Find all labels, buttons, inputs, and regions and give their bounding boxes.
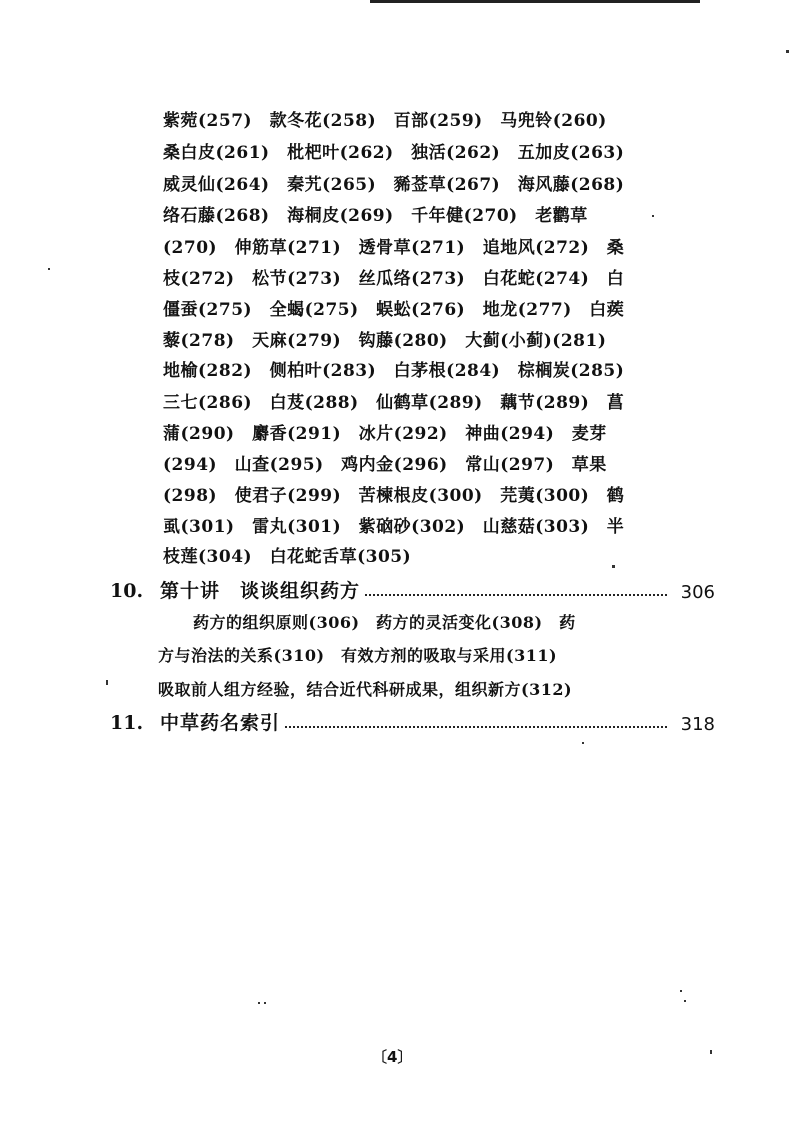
herb-index-line: 枝莲(304) 白花蛇舌草(305): [163, 547, 412, 567]
herb-index-line: (298) 使君子(299) 苦楝根皮(300) 芫荑(300) 鹤: [163, 486, 625, 506]
chapter-page-number: 306: [680, 582, 715, 603]
page-footer-number: 〔4〕: [372, 1048, 413, 1066]
herb-index-line: 藜(278) 天麻(279) 钩藤(280) 大蓟(小蓟)(281): [163, 331, 607, 351]
scan-speck: [652, 215, 654, 217]
scan-speck: [710, 1050, 712, 1054]
herb-index-line: 桑白皮(261) 枇杷叶(262) 独活(262) 五加皮(263): [163, 143, 625, 163]
chapter-number: 10.: [110, 580, 144, 602]
scan-speck: [258, 1002, 260, 1004]
chapter-title: 第十讲 谈谈组织药方: [160, 578, 364, 604]
subtopic-line: 方与治法的关系(310) 有效方剂的吸取与采用(311): [158, 646, 558, 665]
chapter-page-number: 318: [680, 714, 715, 735]
herb-index-line: 枝(272) 松节(273) 丝瓜络(273) 白花蛇(274) 白: [163, 269, 625, 289]
herb-index-line: 络石藤(268) 海桐皮(269) 千年健(270) 老鹳草: [163, 206, 588, 226]
herb-index-line: 威灵仙(264) 秦艽(265) 豨莶草(267) 海风藤(268): [163, 175, 625, 195]
herb-index-line: (270) 伸筋草(271) 透骨草(271) 追地风(272) 桑: [163, 238, 625, 258]
top-edge-rule: [370, 0, 700, 3]
scan-speck: [680, 990, 682, 992]
scan-speck: [106, 680, 108, 685]
herb-index-line: (294) 山查(295) 鸡内金(296) 常山(297) 草果: [163, 455, 607, 475]
subtopic-line: 药方的组织原则(306) 药方的灵活变化(308) 药: [193, 613, 576, 632]
herb-index-line: 地榆(282) 侧柏叶(283) 白茅根(284) 棕榈炭(285): [163, 361, 625, 381]
scan-speck: [684, 1000, 686, 1002]
toc-entry-chapter-10[interactable]: [110, 578, 715, 604]
chapter-title: 中草药名索引: [160, 710, 284, 736]
scan-speck: [612, 565, 615, 568]
herb-index-line: 僵蚕(275) 全蝎(275) 蜈蚣(276) 地龙(277) 白蒺: [163, 300, 625, 320]
scan-speck: [264, 1002, 266, 1004]
herb-index-line: 蒲(290) 麝香(291) 冰片(292) 神曲(294) 麦芽: [163, 424, 607, 444]
scan-speck: [786, 50, 789, 53]
herb-index-line: 三七(286) 白芨(288) 仙鹤草(289) 藕节(289) 菖: [163, 393, 625, 413]
scan-speck: [582, 742, 584, 744]
toc-entry-chapter-11[interactable]: [110, 710, 715, 736]
herb-index-line: 紫菀(257) 款冬花(258) 百部(259) 马兜铃(260): [163, 111, 607, 131]
subtopic-line: 吸取前人组方经验，结合近代科研成果，组织新方(312): [158, 680, 573, 699]
herb-index-line: 虱(301) 雷丸(301) 紫硇砂(302) 山慈菇(303) 半: [163, 517, 625, 537]
chapter-number: 11.: [110, 712, 144, 734]
scan-speck: [48, 268, 50, 270]
